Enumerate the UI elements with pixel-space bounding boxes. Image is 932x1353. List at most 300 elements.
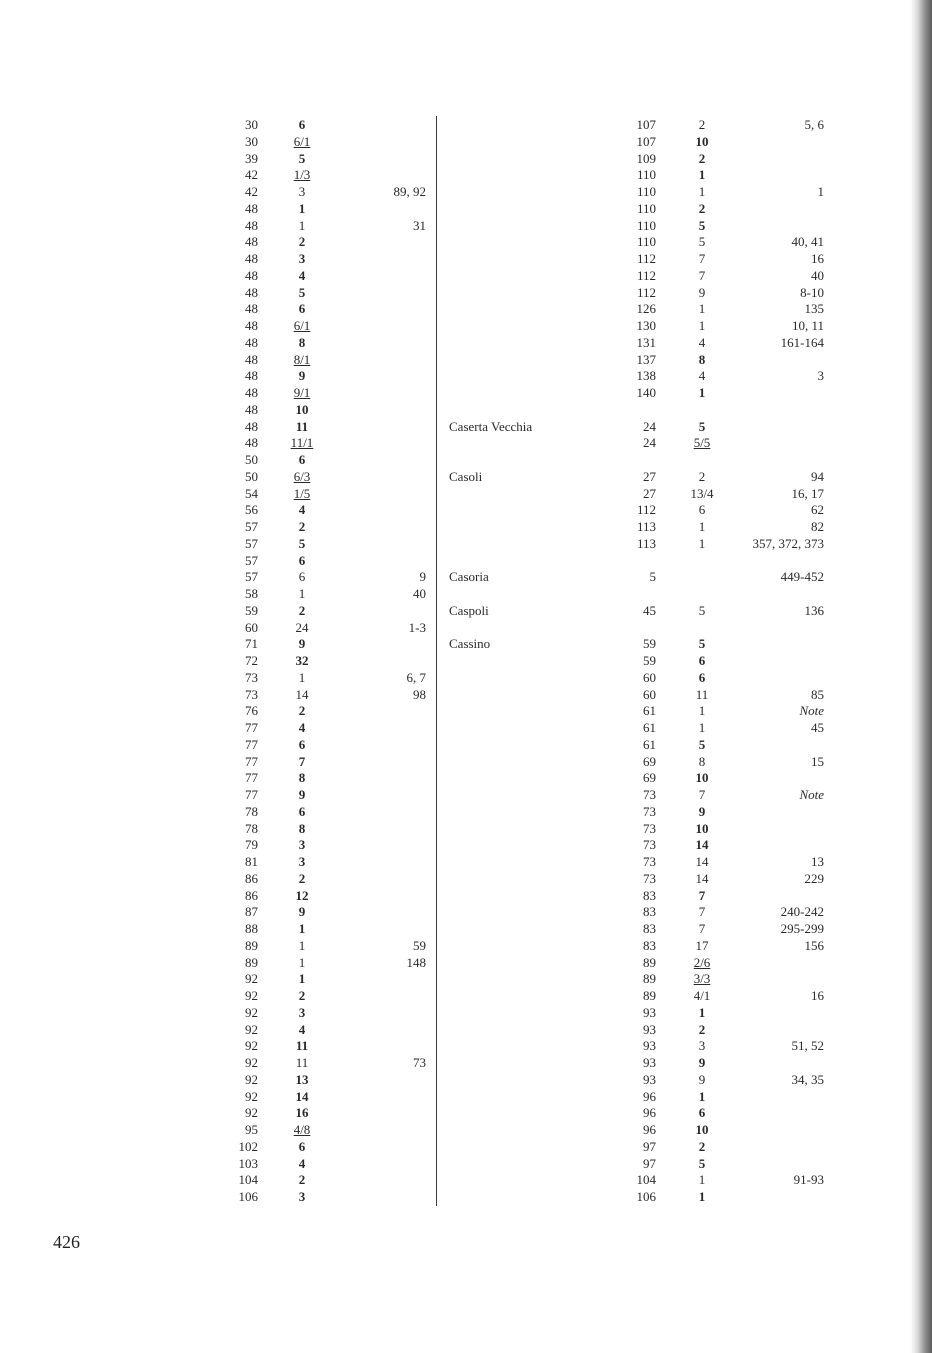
index-row [448,586,828,603]
plate-ref: 1/3 [293,167,311,183]
page-ref: 92 [245,1055,258,1070]
page-ref: 92 [245,971,258,987]
plate-ref: 5 [698,736,706,752]
page-ref: 92 [245,988,258,1003]
index-row [448,335,828,352]
index-row [200,452,430,469]
page-ref: 48 [245,334,258,350]
index-row [200,988,430,1005]
figure-ref: 16 [811,251,824,266]
page-ref: 73 [643,854,656,869]
index-row [200,653,430,670]
plate-ref: 5 [698,418,706,434]
index-row [448,1139,828,1156]
index-row [200,1172,430,1189]
plate-ref: 7 [698,904,706,920]
page-ref: 87 [245,904,258,920]
plate-ref: 7 [698,921,706,936]
page-ref: 95 [245,1122,258,1137]
index-row [448,770,828,787]
index-row [448,888,828,905]
index-row [448,921,828,938]
plate-ref: 1 [698,385,706,400]
page-ref: 112 [636,267,656,283]
plate-ref: 11 [295,1055,309,1070]
figure-ref: 73 [413,1055,426,1070]
figure-ref: 45 [811,720,824,735]
index-row [200,301,430,318]
index-row [448,1105,828,1122]
page-ref: 73 [643,787,656,802]
figure-ref: 16 [811,988,824,1003]
plate-ref: 2 [298,988,306,1003]
plate-ref: 1 [698,318,706,333]
page-ref: 92 [245,1021,258,1037]
page-ref: 45 [643,602,656,618]
figure-ref: 8-10 [800,284,824,300]
index-row [448,536,828,553]
plate-ref: 1 [698,535,706,551]
index-row [200,553,430,570]
index-row [200,402,430,419]
figure-ref: 1 [817,184,824,199]
page-ref: 73 [245,686,258,702]
page-ref: 93 [643,1071,656,1087]
plate-ref: 6 [298,117,306,132]
page-ref: 48 [245,401,258,417]
index-row [448,1189,828,1206]
figure-ref: 136 [804,602,824,618]
page-ref: 77 [245,787,258,802]
place-name: Casoli [449,468,483,484]
index-row [448,1038,828,1055]
plate-ref: 11 [295,418,309,434]
index-row [448,1156,828,1173]
index-row [200,720,430,737]
page-ref: 60 [245,619,258,635]
index-row [200,754,430,771]
index-row [200,1105,430,1122]
figure-ref: 94 [811,468,824,484]
page-ref: 140 [636,385,656,400]
index-row [448,955,828,972]
page-ref: 48 [245,301,258,317]
page-ref: 60 [643,669,656,685]
page-ref: 78 [245,820,258,836]
page-ref: 57 [245,535,258,551]
page-ref: 73 [643,820,656,836]
page-ref: 5 [649,569,656,585]
figure-ref: 85 [811,686,824,702]
plate-ref: 4 [298,720,306,735]
index-row [200,787,430,804]
plate-ref: 6 [298,301,306,317]
plate-ref: 9 [698,1055,706,1070]
index-row [200,703,430,720]
plate-ref: 2 [298,870,306,886]
page-ref: 93 [643,1004,656,1020]
page-ref: 96 [643,1088,656,1104]
plate-ref: 7 [298,753,306,769]
plate-ref: 1 [698,167,706,183]
page-ref: 104 [636,1172,656,1188]
page-ref: 126 [636,301,656,317]
index-row [200,837,430,854]
page-ref: 89 [245,937,258,953]
page-ref: 48 [245,435,258,451]
index-row [448,117,828,134]
index-row [200,636,430,653]
index-row [200,268,430,285]
plate-ref: 3 [298,1004,306,1020]
index-row [200,904,430,921]
index-row [448,435,828,452]
page-ref: 106 [238,1189,258,1204]
plate-ref: 1 [698,720,706,735]
plate-ref: 3 [298,251,306,266]
plate-ref: 2 [698,150,706,166]
page-ref: 107 [636,117,656,132]
plate-ref: 10 [695,820,709,836]
figure-ref: 9 [419,569,426,585]
page-ref: 59 [245,602,258,618]
plate-ref: 1 [298,954,306,970]
index-row [448,720,828,737]
figure-ref: 3 [817,368,824,384]
page-ref: 77 [245,720,258,735]
index-row [448,687,828,704]
index-row [200,921,430,938]
page-ref: 48 [245,351,258,367]
plate-ref: 13/4 [690,485,714,501]
plate-ref: 9 [298,636,306,652]
plate-ref: 6 [698,502,706,518]
index-row [200,134,430,151]
figure-ref: 91-93 [793,1172,824,1188]
right-index-column [448,117,828,1206]
book-gutter-shadow [910,0,932,1353]
page-ref: 48 [245,267,258,283]
figure-ref: 10, 11 [791,318,824,333]
page-ref: 131 [636,334,656,350]
page-ref: 73 [245,669,258,685]
index-row [448,787,828,804]
figure-ref: 34, 35 [791,1071,824,1087]
index-row [200,167,430,184]
index-row [448,268,828,285]
index-row [200,335,430,352]
index-row [200,1156,430,1173]
index-row [448,670,828,687]
index-row [448,352,828,369]
figure-ref: 16, 17 [791,485,824,501]
page-ref: 77 [245,770,258,786]
plate-ref: 8 [698,351,706,367]
plate-ref: 7 [698,251,706,266]
page-ref: 30 [245,117,258,132]
plate-ref: 6 [698,1105,706,1121]
index-row [448,703,828,720]
index-row [448,1005,828,1022]
index-row [200,670,430,687]
index-row [200,368,430,385]
page-ref: 27 [643,468,656,484]
plate-ref: 9 [698,284,706,300]
page-ref: 56 [245,502,258,518]
page-ref: 110 [636,167,656,183]
page-number: 426 [53,1232,80,1252]
plate-ref: 1/5 [293,485,311,501]
page-ref: 72 [245,653,258,668]
place-name: Casoria [449,569,489,585]
page-ref: 81 [245,854,258,869]
figure-ref: 148 [406,954,426,970]
plate-ref: 10 [295,401,309,417]
plate-ref: 16 [295,1105,309,1121]
page-ref: 92 [245,1088,258,1104]
plate-ref: 13 [295,1071,309,1087]
plate-ref: 4 [298,267,306,283]
index-row [200,1038,430,1055]
page-ref: 110 [636,200,656,216]
page-ref: 92 [245,1004,258,1020]
page-ref: 69 [643,753,656,769]
plate-ref: 5 [298,284,306,300]
plate-ref: 5 [698,636,706,652]
page-ref: 89 [643,971,656,987]
plate-ref: 5/5 [693,435,711,451]
index-row [200,1139,430,1156]
plate-ref: 14 [695,837,709,853]
page-ref: 112 [636,251,656,266]
page-ref: 24 [643,418,656,434]
index-row [200,938,430,955]
page-ref: 97 [643,1138,656,1154]
page-ref: 113 [636,535,656,551]
page-ref: 42 [245,167,258,183]
index-row [200,218,430,235]
page-ref: 83 [643,937,656,953]
index-row [448,318,828,335]
index-row [448,151,828,168]
index-row [448,754,828,771]
index-row [200,419,430,436]
place-name: Caspoli [449,602,489,618]
plate-ref: 2 [298,234,306,250]
index-row [448,569,828,586]
plate-ref: 3/3 [693,971,711,987]
plate-ref: 4 [298,502,306,518]
plate-ref: 3 [298,837,306,853]
plate-ref: 11 [695,686,709,702]
index-row [200,486,430,503]
index-row [200,687,430,704]
plate-ref: 10 [695,1122,709,1137]
index-row [448,988,828,1005]
index-row [448,1072,828,1089]
index-row [200,1022,430,1039]
index-row [448,452,828,469]
index-row [448,854,828,871]
page-ref: 130 [636,318,656,333]
page-ref: 93 [643,1055,656,1070]
figure-ref: 449-452 [780,569,824,585]
index-row [448,167,828,184]
plate-ref: 6/3 [293,468,311,484]
index-row [200,1089,430,1106]
plate-ref: 8/1 [293,351,311,367]
plate-ref: 4/1 [693,988,711,1003]
index-row [448,385,828,402]
page-ref: 61 [643,736,656,752]
plate-ref: 2 [298,703,306,719]
plate-ref: 5 [698,217,706,233]
figure-ref: 229 [804,870,824,886]
index-row [200,821,430,838]
index-row [200,1072,430,1089]
index-row [200,871,430,888]
page-ref: 54 [245,485,258,501]
plate-ref: 6/1 [293,318,311,333]
place-name: Cassino [449,636,491,652]
figure-ref: 156 [804,937,824,953]
page-ref: 110 [636,217,656,233]
figure-ref: 59 [413,937,426,953]
plate-ref: 6/1 [293,133,311,149]
index-row [448,553,828,570]
index-row [448,368,828,385]
page-ref: 69 [643,770,656,786]
index-row [200,620,430,637]
plate-ref: 4 [298,1155,306,1171]
page-ref: 39 [245,150,258,166]
index-row [200,770,430,787]
plate-ref: 2 [298,602,306,618]
plate-ref: 3 [298,854,306,869]
index-row [200,519,430,536]
index-row [448,1089,828,1106]
plate-ref: 6 [298,736,306,752]
page-ref: 48 [245,284,258,300]
plate-ref: 14 [695,854,709,869]
page-ref: 48 [245,217,258,233]
plate-ref: 24 [295,619,309,635]
page-ref: 48 [245,200,258,216]
page-ref: 137 [636,351,656,367]
index-row [200,201,430,218]
index-row [200,318,430,335]
plate-ref: 1 [298,937,306,953]
plate-ref: 2 [698,200,706,216]
page-ref: 86 [245,887,258,903]
plate-ref: 11/1 [290,435,314,451]
page-ref: 48 [245,251,258,266]
page-ref: 109 [636,150,656,166]
plate-ref: 6 [298,1138,306,1154]
index-row [448,603,828,620]
plate-ref: 8 [298,820,306,836]
index-row [200,1189,430,1206]
index-row [200,586,430,603]
page-ref: 86 [245,870,258,886]
page-ref: 83 [643,904,656,920]
plate-ref: 1 [698,1172,706,1188]
plate-ref: 11 [295,1038,309,1054]
index-row [448,301,828,318]
page-ref: 93 [643,1038,656,1054]
plate-ref: 9 [298,787,306,802]
page-ref: 76 [245,703,258,719]
page-ref: 27 [643,485,656,501]
figure-ref: 240-242 [780,904,824,920]
index-row [200,804,430,821]
plate-ref: 2 [298,1172,306,1188]
page-ref: 77 [245,736,258,752]
page-ref: 77 [245,753,258,769]
index-row [200,234,430,251]
figure-ref: 5, 6 [804,117,824,132]
index-row [200,971,430,988]
page-ref: 83 [643,887,656,903]
index-row [200,502,430,519]
plate-ref: 1 [698,1189,706,1204]
figure-ref: 295-299 [780,921,824,936]
page-ref: 57 [245,569,258,585]
page-ref: 48 [245,318,258,333]
index-row [448,938,828,955]
plate-ref: 2 [698,468,706,484]
index-row [200,1055,430,1072]
plate-ref: 1 [298,200,306,216]
index-row [448,1172,828,1189]
page-ref: 78 [245,803,258,819]
plate-ref: 4 [698,368,706,384]
page-ref: 60 [643,686,656,702]
figure-ref: 62 [811,502,824,518]
plate-ref: 1 [698,703,706,719]
plate-ref: 1 [698,184,706,199]
plate-ref: 7 [698,787,706,802]
plate-ref: 9 [698,803,706,819]
page-ref: 58 [245,586,258,601]
page-ref: 88 [245,921,258,936]
page-ref: 96 [643,1105,656,1121]
page-ref: 73 [643,870,656,886]
figure-ref: Note [799,787,824,802]
index-row [200,151,430,168]
page-ref: 138 [636,368,656,384]
index-row [448,201,828,218]
plate-ref: 17 [695,937,709,953]
index-row [200,285,430,302]
figure-ref: 15 [811,753,824,769]
plate-ref: 6 [298,452,306,467]
page-ref: 24 [643,435,656,451]
page-ref: 104 [238,1172,258,1188]
index-row [448,486,828,503]
figure-ref: 40 [413,586,426,601]
plate-ref: 9 [698,1071,706,1087]
index-row [200,1005,430,1022]
figure-ref: 357, 372, 373 [752,535,824,551]
index-row [200,251,430,268]
page-ref: 106 [636,1189,656,1204]
page-ref: 71 [245,636,258,652]
plate-ref: 14 [295,686,309,702]
index-row [448,971,828,988]
plate-ref: 7 [698,267,706,283]
page-ref: 48 [245,368,258,384]
